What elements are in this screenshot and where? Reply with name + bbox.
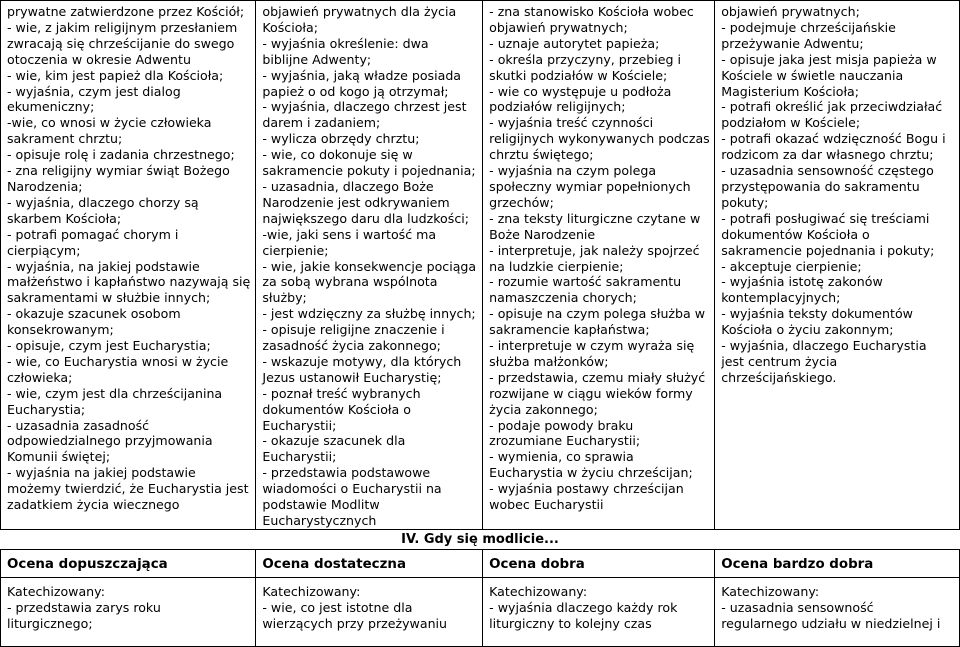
footer-cell-dopuszczajaca (1, 577, 256, 646)
requirement-line: - wyjaśnia istotę zakonów (721, 274, 883, 290)
requirement-line: jest centrum życia (721, 353, 838, 369)
requirement-line: podziałom w Kościele; (721, 115, 861, 131)
requirement-line: człowieka; (7, 369, 73, 385)
requirement-line: - uzasadnia sensowność częstego (721, 163, 934, 179)
requirement-line: sakrament chrztu; (7, 131, 123, 147)
grade-header-dostateczna: Ocena dostateczna (256, 549, 483, 577)
footer-cell-dostateczna (256, 577, 483, 646)
requirement-line: namaszczenia chorych; (489, 290, 637, 306)
requirement-line: - akceptuje cierpienie; (721, 258, 862, 274)
requirement-line: Komunii świętej; (7, 449, 111, 465)
requirement-line: wiadomości o Eucharystii na (262, 481, 442, 497)
column-dostateczna (256, 1, 483, 530)
requirement-line: - wyjaśnia treść czynności (489, 115, 654, 131)
section-row (1, 529, 960, 549)
requirement-line: sakramentami w służbie innych; (7, 290, 211, 306)
requirement-line: - uzasadnia, dlaczego Boże (262, 178, 434, 194)
requirement-line: - przedstawia, czemu miały służyć (489, 369, 706, 385)
requirement-line: rodzicom za dar własnego chrztu; (721, 147, 934, 163)
requirement-line: sakramencie pokuty i pojednania; (262, 163, 476, 179)
requirement-line: - wyjaśnia na czym polega (489, 163, 657, 179)
requirement-line: Narodzenia; (7, 178, 83, 194)
grade-header-dopuszczajaca: Ocena dopuszczająca (1, 549, 256, 577)
requirement-line: - okazuje szacunek osobom (7, 306, 181, 322)
requirement-line: - zna stanowisko Kościoła wobec (489, 4, 694, 19)
requirement-line: - wskazuje motywy, dla których (262, 353, 462, 369)
requirement-line: - uzasadnia zasadność (7, 417, 150, 433)
grade-header-dobra: Ocena dobra (483, 549, 715, 577)
requirement-line: objawień prywatnych; (721, 4, 860, 19)
requirement-line: - potrafi określić jak przeciwdziałać (721, 99, 943, 115)
requirement-line: darem i zadaniem; (262, 115, 381, 131)
requirement-line: - opisuje, czym jest Eucharystia; (7, 338, 211, 354)
requirement-line: objawień prywatnych; (489, 19, 628, 35)
footer-line: wierzących przy przeżywaniu (262, 615, 448, 631)
requirement-line: skutki podziałów w Kościele; (489, 67, 668, 83)
requirement-line: - wyjaśnia określenie: dwa (262, 35, 429, 51)
requirement-line: Narodzenie jest odkrywaniem (262, 194, 450, 210)
requirement-line: za sobą wybrana wspólnota (262, 274, 438, 290)
requirement-line: zwracają się chrześcijanie do swego (7, 35, 235, 51)
requirement-line: - wie, z jakim religijnym przesłaniem (7, 19, 238, 35)
requirement-line: - zna teksty liturgiczne czytane w (489, 210, 701, 226)
requirement-line: - opisuje rolę i zadania chrzestnego; (7, 147, 235, 163)
requirement-line: objawień prywatnych dla życia (262, 4, 457, 19)
footer-line: - wie, co jest istotne dla (262, 599, 413, 615)
requirement-line: - opisuje religijne znaczenie i (262, 322, 445, 338)
requirement-line: Eucharystycznych (262, 513, 377, 528)
requirement-line: możemy twierdzić, że Eucharystia jest (7, 481, 249, 497)
requirement-line: - wyjaśnia teksty dokumentów (721, 306, 913, 322)
requirement-line: - wylicza obrzędy chrztu; (262, 131, 420, 147)
requirement-line: rozwijane w ciągu wieków formy (489, 385, 693, 401)
requirement-line: - jest wdzięczny za służbę innych; (262, 306, 476, 322)
requirement-line: - potrafi posługiwać się treściami (721, 210, 930, 226)
requirement-line: sakramencie kapłaństwa; (489, 322, 650, 338)
column-dobra (483, 1, 715, 530)
requirement-line: wobec Eucharystii (489, 497, 604, 513)
requirement-line: Kościoła; (262, 19, 318, 35)
requirement-line: - potrafi okazać wdzięczność Bogu i (721, 131, 946, 147)
requirement-line: - wyjaśnia, dlaczego chorzy są (7, 194, 199, 210)
requirement-line: sakramencie pojednania i pokuty; (721, 242, 935, 258)
requirement-line: zasadność życia zakonnego; (262, 338, 441, 354)
footer-line: - uzasadnia sensowność (721, 599, 874, 615)
requirement-line: społeczny wymiar popełnionych (489, 178, 691, 194)
requirement-line: zadatkiem życia wiecznego (7, 497, 180, 513)
requirement-line: -wie, co wnosi w życie człowieka (7, 115, 212, 131)
footer-line: Katechizowany: (721, 583, 820, 599)
requirement-line: konsekrowanym; (7, 322, 114, 338)
requirement-line: małżeństwo i kapłaństwo nazywają się (7, 274, 251, 290)
requirement-line: na ludzkie cierpienie; (489, 258, 624, 274)
requirement-line: Kościoła o życiu zakonnym; (721, 322, 894, 338)
requirement-line: - wie, kim jest papież dla Kościoła; (7, 67, 224, 83)
requirement-line: - zna religijny wymiar świąt Bożego (7, 163, 230, 179)
requirement-line: zrozumiane Eucharystii; (489, 433, 641, 449)
requirement-line: chrześcijańskiego. (721, 369, 837, 385)
requirement-line: biblijne Adwenty; (262, 51, 372, 67)
column-bardzo-dobra (715, 1, 960, 530)
requirement-line: chrztu świętego; (489, 147, 594, 163)
requirement-line: - wyjaśnia, na jakiej podstawie (7, 258, 200, 274)
requirement-line: - opisuje jaka jest misja papieża w (721, 51, 937, 67)
requirement-line: - rozumie wartość sakramentu (489, 274, 682, 290)
requirement-line: odpowiedzialnego przyjmowania (7, 433, 213, 449)
requirement-line: dokumentów Kościoła o (262, 401, 411, 417)
grade-header-row (1, 549, 960, 577)
footer-line: Katechizowany: (262, 583, 361, 599)
requirement-line: Jezus ustanowił Eucharystię; (262, 369, 442, 385)
requirement-line: życia zakonnego; (489, 401, 598, 417)
requirement-line: - podejmuje chrześcijańskie (721, 19, 896, 35)
requirement-line: - podaje powody braku (489, 417, 634, 433)
requirement-line: - wie, co Eucharystia wnosi w życie (7, 353, 229, 369)
requirement-line: kontemplacyjnych; (721, 290, 841, 306)
requirement-line: grzechów; (489, 194, 554, 210)
footer-line: liturgicznego; (7, 615, 93, 631)
requirement-line: - wie, co dokonuje się w (262, 147, 413, 163)
footer-row (1, 577, 960, 646)
requirements-row (1, 1, 960, 530)
requirement-line: - określa przyczyny, przebieg i (489, 51, 682, 67)
requirement-line: pokuty; (721, 194, 769, 210)
column-dopuszczajaca (1, 1, 256, 530)
requirement-line: Eucharystia; (7, 401, 86, 417)
requirement-line: - wie, czym jest dla chrześcijanina (7, 385, 223, 401)
requirement-line: cierpienie; (262, 242, 329, 258)
requirement-line: - wyjaśnia, dlaczego chrzest jest (262, 99, 467, 115)
requirement-line: -wie, jaki sens i wartość ma (262, 226, 437, 242)
requirement-line: - wyjaśnia, jaką władze posiada (262, 67, 462, 83)
requirement-line: przystępowania do sakramentu (721, 178, 920, 194)
requirement-line: ekumeniczny; (7, 99, 95, 115)
requirement-line: - interpretuje, jak należy spojrzeć (489, 242, 700, 258)
requirement-line: religijnych wykonywanych podczas (489, 131, 710, 147)
footer-line: - przedstawia zarys roku (7, 599, 161, 615)
requirement-line: dokumentów Kościoła o (721, 226, 870, 242)
footer-line: - wyjaśnia dlaczego każdy rok (489, 599, 678, 615)
requirement-line: podstawie Modlitw (262, 497, 380, 513)
requirement-line: - wyjaśnia, dlaczego Eucharystia (721, 338, 927, 354)
requirement-line: - opisuje na czym polega służba w (489, 306, 706, 322)
requirement-line: - potrafi pomagać chorym i (7, 226, 179, 242)
requirement-line: - wyjaśnia, czym jest dialog (7, 83, 181, 99)
requirement-line: przeżywanie Adwentu; (721, 35, 864, 51)
requirement-line: - interpretuje w czym wyraża się (489, 338, 695, 354)
requirement-line: - wie, jakie konsekwencje pociąga (262, 258, 477, 274)
requirement-line: cierpiącym; (7, 242, 81, 258)
footer-cell-bardzo-dobra (715, 577, 960, 646)
requirement-line: Magisterium Kościoła; (721, 83, 860, 99)
requirement-line: służba małżonków; (489, 353, 609, 369)
footer-line: Katechizowany: (489, 583, 588, 599)
requirement-line: papież o od kogo ją otrzymał; (262, 83, 449, 99)
requirement-line: służby; (262, 290, 307, 306)
section-title: IV. Gdy się modlicie... (1, 529, 960, 549)
requirement-line: - wyjaśnia na jakiej podstawie (7, 465, 196, 481)
footer-line: liturgiczny to kolejny czas (489, 615, 652, 631)
requirement-line: - wymienia, co sprawia (489, 449, 634, 465)
requirement-line: - poznał treść wybranych (262, 385, 421, 401)
requirement-line: skarbem Kościoła; (7, 210, 122, 226)
requirement-line: Kościele w świetle nauczania (721, 67, 904, 83)
grade-header-bardzo-dobra: Ocena bardzo dobra (715, 549, 960, 577)
requirement-line: - wie co występuje u podłoża (489, 83, 672, 99)
requirement-line: - uznaje autorytet papieża; (489, 35, 660, 51)
requirement-line: - okazuje szacunek dla (262, 433, 406, 449)
requirement-line: Eucharystia w życiu chrześcijan; (489, 465, 693, 481)
requirement-line: Boże Narodzenie (489, 226, 596, 242)
requirement-line: otoczenia w okresie Adwentu (7, 51, 191, 67)
footer-line: regularnego udziału w niedzielnej i (721, 615, 941, 631)
requirement-line: - wyjaśnia postawy chrześcijan (489, 481, 684, 497)
requirement-line: Eucharystii; (262, 417, 337, 433)
requirement-line: największego daru dla ludzkości; (262, 210, 469, 226)
requirement-line: podziałów religijnych; (489, 99, 626, 115)
requirement-line: prywatne zatwierdzone przez Kościół; (7, 4, 245, 19)
footer-cell-dobra (483, 577, 715, 646)
requirement-line: Eucharystii; (262, 449, 337, 465)
footer-line: Katechizowany: (7, 583, 105, 599)
requirement-line: - przedstawia podstawowe (262, 465, 431, 481)
